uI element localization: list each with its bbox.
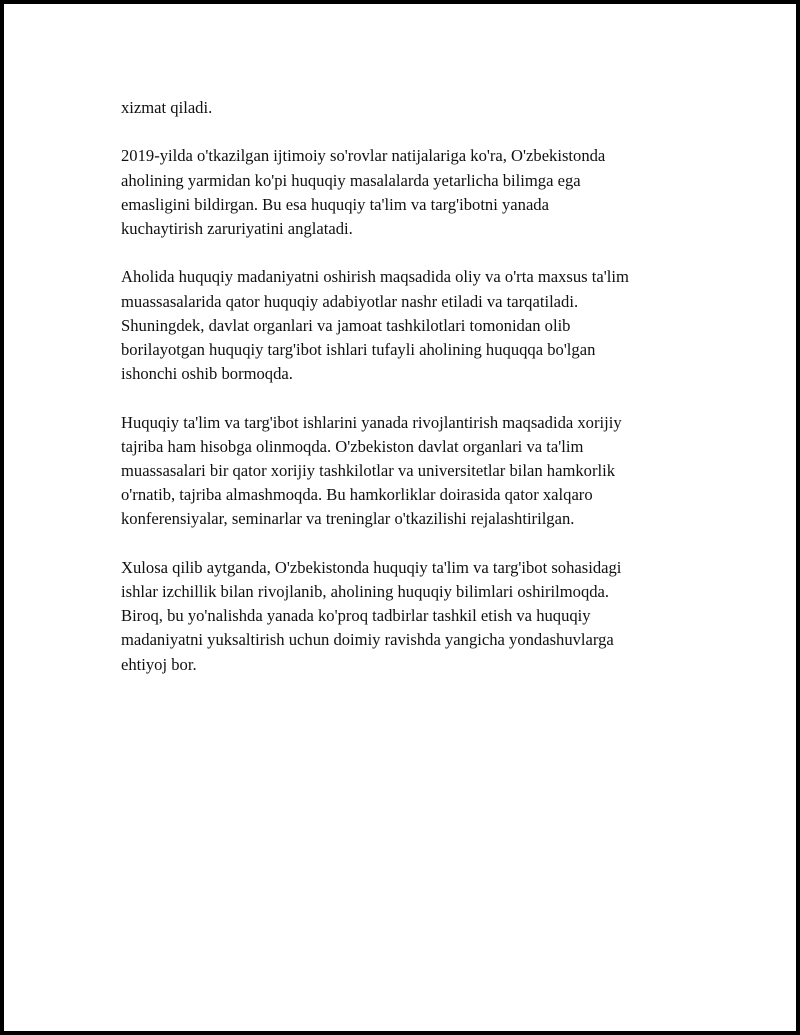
paragraph-line: aholining yarmidan ko'pi huquqiy masalalarda yetarlicha bilimga ega bbox=[121, 170, 581, 190]
paragraph-line: tajriba ham hisobga olinmoqda. O'zbekiston davlat organlari va ta'lim bbox=[121, 436, 584, 456]
paragraph-line: 2019-yilda o'tkazilgan ijtimoiy so'rovlar natijalariga ko'ra, O'zbekistonda bbox=[121, 146, 606, 166]
paragraph-line: muassasalari bir qator xorijiy tashkilotlar va universitetlar bilan hamkorlik bbox=[121, 461, 615, 480]
paragraph-line: Biroq, bu yo'nalishda yanada ko'proq tadbirlar tashkil etish va huquqiy bbox=[121, 606, 591, 626]
document-body bbox=[121, 96, 687, 701]
paragraph-1 bbox=[121, 96, 687, 120]
paragraph-line: o'rnatib, tajriba almashmoqda. Bu hamkorliklar doirasida qator xalqaro bbox=[121, 485, 593, 505]
paragraph-line: Aholida huquqiy madaniyatni oshirish maqsadida oliy va o'rta maxsus ta'lim bbox=[121, 267, 629, 287]
paragraph-line: emasligini bildirgan. Bu esa huquqiy ta'lim va targ'ibotni yanada bbox=[121, 194, 549, 214]
paragraph-line: kuchaytirish zaruriyatini anglatadi. bbox=[121, 219, 353, 238]
paragraph-line: ishlar izchillik bilan rivojlanib, aholining huquqiy bilimlari oshirilmoqda. bbox=[121, 582, 610, 601]
paragraph-line: Shuningdek, davlat organlari va jamoat tashkilotlari tomonidan olib bbox=[121, 315, 571, 335]
paragraph-3 bbox=[121, 265, 687, 386]
paragraph-line: Xulosa qilib aytganda, O'zbekistonda huquqiy ta'lim va targ'ibot sohasidagi bbox=[121, 557, 622, 577]
paragraph-line: madaniyatni yuksaltirish uchun doimiy ravishda yangicha yondashuvlarga bbox=[121, 630, 614, 650]
paragraph-2 bbox=[121, 144, 687, 241]
paragraph-line: ishonchi oshib bormoqda. bbox=[121, 364, 293, 384]
paragraph-line: konferensiyalar, seminarlar va treninglar o'tkazilishi rejalashtirilgan. bbox=[121, 509, 575, 529]
paragraph-4 bbox=[121, 411, 687, 532]
paragraph-line: borilayotgan huquqiy targ'ibot ishlari tufayli aholining huquqqa bo'lgan bbox=[121, 340, 596, 359]
paragraph-line: xizmat qiladi. bbox=[121, 98, 213, 117]
paragraph-line: ehtiyoj bor. bbox=[121, 654, 197, 674]
paragraph-line: muassasalarida qator huquqiy adabiyotlar nashr etiladi va tarqatiladi. bbox=[121, 291, 579, 311]
paragraph-line: Huquqiy ta'lim va targ'ibot ishlarini yanada rivojlantirish maqsadida xorijiy bbox=[121, 412, 622, 432]
paragraph-5 bbox=[121, 556, 687, 677]
